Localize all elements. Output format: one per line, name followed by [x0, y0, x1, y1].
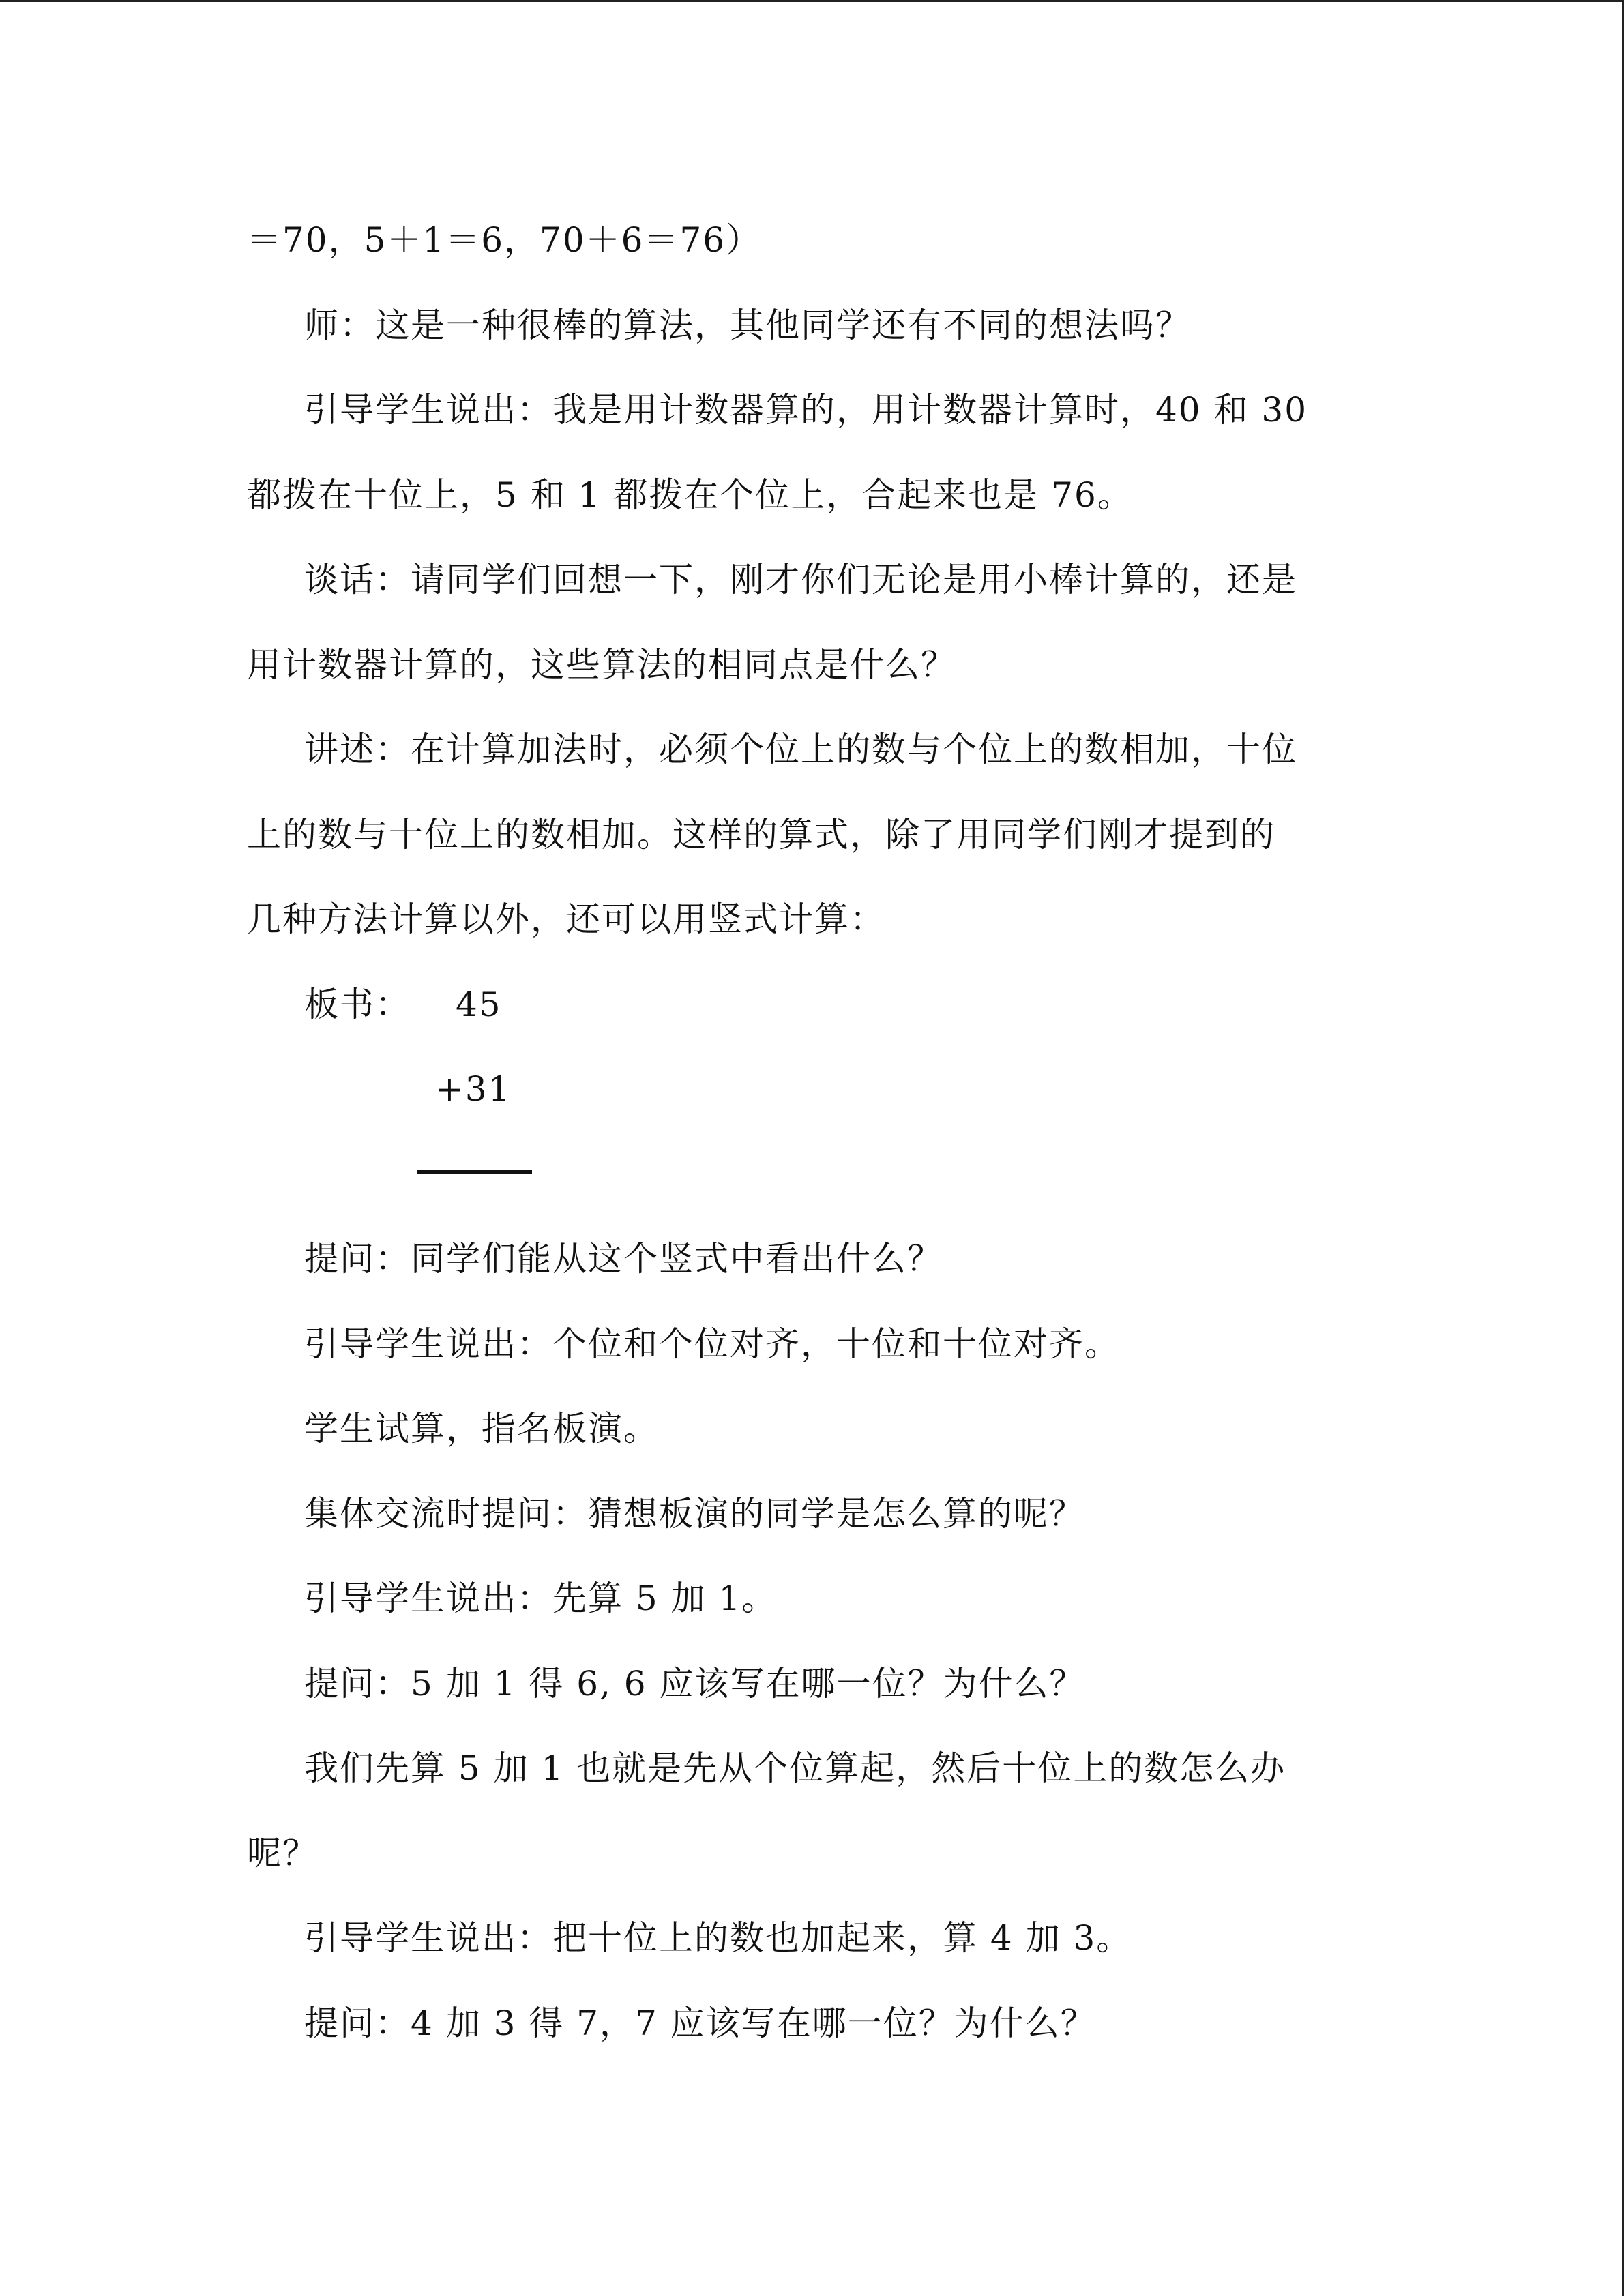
vertical-sum-rule — [417, 1170, 532, 1174]
text-line: ＝70，5＋1＝6，70＋6＝76） — [247, 220, 762, 260]
text-line: 提问：5 加 1 得 6, 6 应该写在哪一位？为什么？ — [304, 1664, 1085, 1703]
board-label: 板书： — [304, 985, 411, 1024]
text-line: 用计数器计算的，这些算法的相同点是什么？ — [247, 645, 956, 685]
text-line: 提问：同学们能从这个竖式中看出什么？ — [304, 1239, 943, 1279]
text-line: 引导学生说出：把十位上的数也加起来，算 4 加 3。 — [304, 1918, 1132, 1958]
page-top-border — [0, 0, 1624, 2]
text-line: 引导学生说出：我是用计数器算的，用计数器计算时，40 和 30 — [304, 390, 1308, 430]
text-line: 集体交流时提问：猜想板演的同学是怎么算的呢？ — [304, 1494, 1084, 1534]
text-line: 引导学生说出：先算 5 加 1。 — [304, 1579, 778, 1618]
text-line: 呢？ — [247, 1834, 318, 1873]
text-line: 讲述：在计算加法时，必须个位上的数与个位上的数相加，十位 — [304, 730, 1297, 769]
text-line: 师：这是一种很棒的算法，其他同学还有不同的想法吗？ — [304, 305, 1191, 345]
text-line: 上的数与十位上的数相加。这样的算式，除了用同学们刚才提到的 — [247, 815, 1275, 854]
text-line: 提问：4 加 3 得 7，7 应该写在哪一位？为什么？ — [304, 2003, 1096, 2043]
text-line: 学生试算，指名板演。 — [304, 1409, 659, 1448]
text-line: 几种方法计算以外，还可以用竖式计算： — [247, 899, 885, 939]
text-line: 都拨在十位上，5 和 1 都拨在个位上，合起来也是 76。 — [247, 475, 1133, 515]
text-line: 谈话：请同学们回想一下，刚才你们无论是用小棒计算的，还是 — [304, 560, 1297, 599]
text-line: 引导学生说出：个位和个位对齐，十位和十位对齐。 — [304, 1324, 1120, 1364]
text-line: 我们先算 5 加 1 也就是先从个位算起，然后十位上的数怎么办 — [304, 1748, 1286, 1788]
addend-bottom: +31 — [435, 1069, 512, 1109]
addend-top: 45 — [456, 985, 502, 1024]
